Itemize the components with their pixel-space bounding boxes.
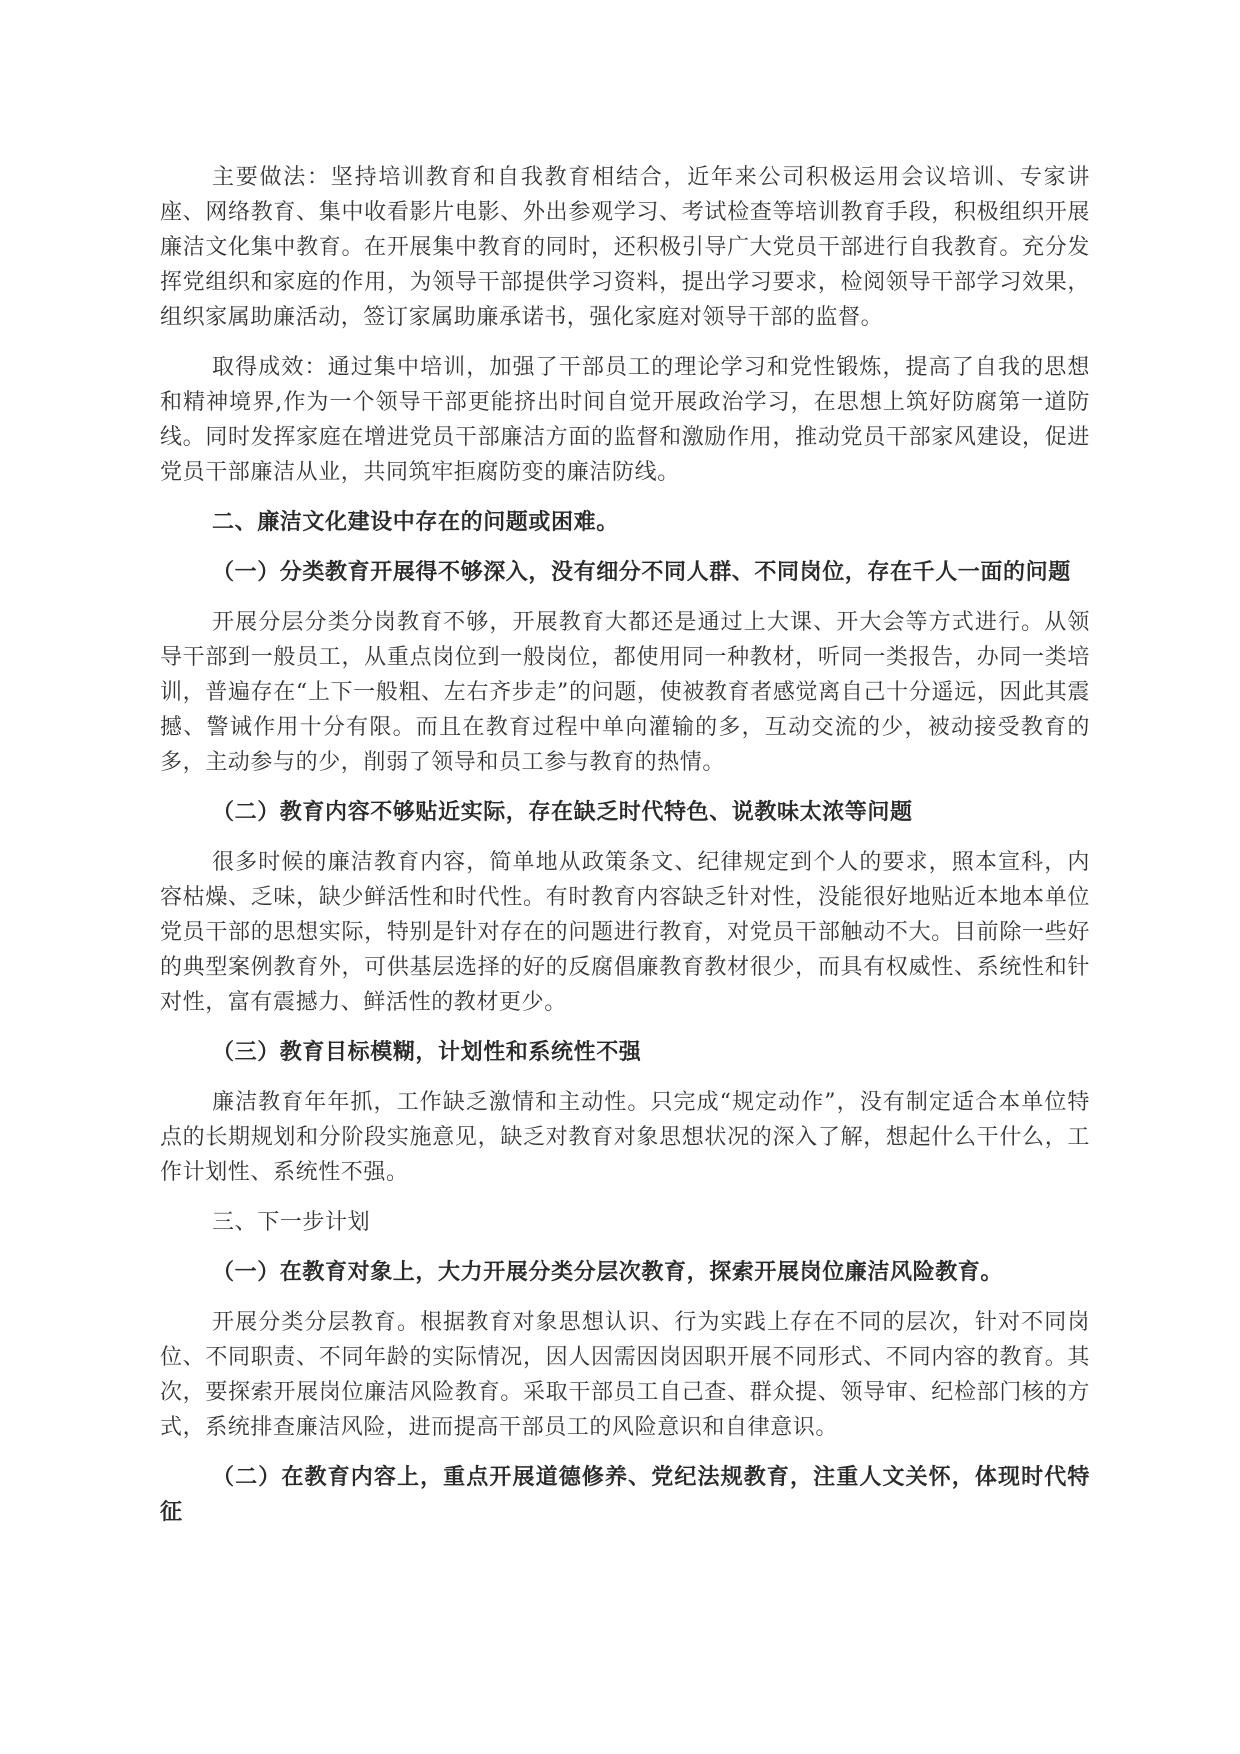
paragraph-main-practices: 主要做法：坚持培训教育和自我教育相结合，近年来公司积极运用会议培训、专家讲座、网络教育、集中收看影片电影、外出参观学习、考试检查等培训教育手段，积极组织开展廉洁文化集中教育。在开展集中教育的同时，还积极引导广大党员干部进行自我教育。充分发挥党组织和家庭的作用，为领导干部提供学习资料，提出学习要求，检阅领导干部学习效果，组织家属助廉活动，签订家属助廉承诺书，强化家庭对领导干部的监督。: [160, 165, 1090, 330]
document-page: [160, 160, 1090, 1545]
paragraph-achievements: 取得成效：通过集中培训，加强了干部员工的理论学习和党性锻炼，提高了自我的思想和精神境界,作为一个领导干部更能挤出时间自觉开展政治学习，在思想上筑好防腐第一道防线。同时发挥家庭在增进党员干部廉洁方面的监督和激励作用，推动党员干部家风建设，促进党员干部廉洁从业，共同筑牢拒腐防变的廉洁防线。: [160, 355, 1090, 485]
subheading-goals: （三）教育目标模糊，计划性和系统性不强: [212, 1039, 642, 1065]
subheading-content: （二）教育内容不够贴近实际，存在缺乏时代特色、说教味太浓等问题: [212, 799, 913, 825]
subheading-classification: （一）分类教育开展得不够深入，没有细分不同人群、不同岗位，存在千人一面的问题: [212, 559, 1071, 585]
section-heading-next-plan: 三、下一步计划: [212, 1210, 371, 1235]
paragraph-education-targets: 开展分类分层教育。根据教育对象思想认识、行为实践上存在不同的层次，针对不同岗位、不同职责、不同年龄的实际情况，因人因需因岗因职开展不同形式、不同内容的教育。其次，要探索开展岗位廉洁风险教育。采取干部员工自己查、群众提、领导审、纪检部门核的方式，系统排查廉洁风险，进而提高干部员工的风险意识和自律意识。: [160, 1310, 1090, 1440]
paragraph-content: 很多时候的廉洁教育内容，简单地从政策条文、纪律规定到个人的要求，照本宣科，内容枯燥、乏味，缺少鲜活性和时代性。有时教育内容缺乏针对性，没能很好地贴近本地本单位党员干部的思想实际，特别是针对存在的问题进行教育，对党员干部触动不大。目前除一些好的典型案例教育外，可供基层选择的好的反腐倡廉教育教材很少，而具有权威性、系统性和针对性，富有震撼力、鲜活性的教材更少。: [160, 850, 1090, 1015]
subheading-education-targets: （一）在教育对象上，大力开展分类分层次教育，探索开展岗位廉洁风险教育。: [212, 1259, 1004, 1285]
subheading-education-content: （二）在教育内容上，重点开展道德修养、党纪法规教育，注重人文关怀，体现时代特征: [160, 1464, 1090, 1525]
paragraph-classification: 开展分层分类分岗教育不够，开展教育大都还是通过上大课、开大会等方式进行。从领导干部到一般员工，从重点岗位到一般岗位，都使用同一种教材，听同一类报告，办同一类培训，普遍存在“上下一般粗、左右齐步走”的问题，使被教育者感觉离自己十分遥远，因此其震撼、警诫作用十分有限。而且在教育过程中单向灌输的多，互动交流的少，被动接受教育的多，主动参与的少，削弱了领导和员工参与教育的热情。: [160, 610, 1090, 775]
paragraph-goals: 廉洁教育年年抓，工作缺乏激情和主动性。只完成“规定动作”，没有制定适合本单位特点的长期规划和分阶段实施意见，缺乏对教育对象思想状况的深入了解，想起什么干什么，工作计划性、系统性不强。: [160, 1090, 1090, 1185]
section-heading-problems: 二、廉洁文化建设中存在的问题或困难。: [212, 509, 619, 535]
